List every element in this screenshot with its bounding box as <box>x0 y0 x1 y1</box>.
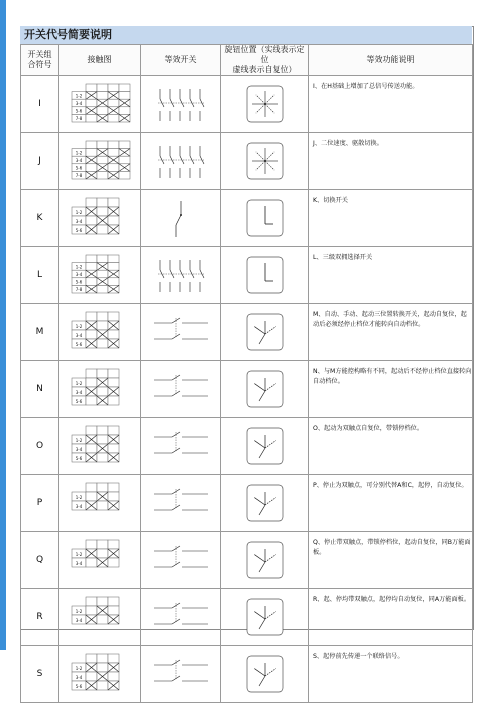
equivalent-switch-cell <box>141 76 221 133</box>
function-description: R、起、停均带双触点，起停均自动复位，同A万能面板。 <box>309 589 473 646</box>
knob-position-diagram <box>243 139 287 183</box>
row-code-text: I <box>38 99 41 109</box>
knob-position-cell <box>221 418 309 475</box>
row-code <box>21 418 59 475</box>
table-row <box>21 361 473 418</box>
contact-diagram <box>60 422 140 470</box>
equivalent-switch-diagram <box>146 594 216 640</box>
svg-text:5-6: 5-6 <box>75 455 82 461</box>
function-description: M、自动、手动、起动三位置转换开关，起动自复位，起动后必须经停止档位才能转向自动档位。 <box>309 304 473 361</box>
knob-position-diagram <box>243 367 287 411</box>
svg-text:7-8: 7-8 <box>75 287 82 293</box>
equivalent-switch-cell <box>141 304 221 361</box>
function-description: O、起动为双触点自复位，带锁停档位。 <box>309 418 473 475</box>
header-equiv-text: 等效开关 <box>164 55 197 64</box>
table-row <box>21 76 473 133</box>
contact-diagram <box>60 479 140 527</box>
svg-text:1-2: 1-2 <box>75 551 82 557</box>
row-code-text: S <box>36 669 43 679</box>
svg-text:5-6: 5-6 <box>75 227 82 233</box>
knob-position-diagram <box>243 595 287 639</box>
svg-text:1-2: 1-2 <box>75 494 82 500</box>
knob-position-diagram <box>243 481 287 525</box>
table-row <box>21 133 473 190</box>
contact-diagram <box>60 365 140 413</box>
knob-position-cell <box>221 76 309 133</box>
row-code <box>21 190 59 247</box>
svg-text:3-4: 3-4 <box>75 100 82 106</box>
contact-diagram <box>60 80 140 128</box>
row-code-text: P <box>36 498 43 508</box>
function-description: N、与M方能控构略有不同，起动后不经停止档位直接转向自动档位。 <box>309 361 473 418</box>
header-code <box>21 45 59 76</box>
equivalent-switch-diagram <box>146 252 216 298</box>
knob-position-diagram <box>243 538 287 582</box>
svg-text:1-2: 1-2 <box>75 323 82 329</box>
contact-diagram-cell <box>59 304 141 361</box>
row-code-text: J <box>38 156 41 166</box>
table-row <box>21 304 473 361</box>
svg-text:5-6: 5-6 <box>75 165 82 171</box>
knob-position-cell <box>221 361 309 418</box>
contact-diagram <box>60 650 140 698</box>
function-description: S、起停前先传递一个联络信号。 <box>309 646 473 703</box>
contact-diagram-cell <box>59 247 141 304</box>
knob-position-diagram <box>243 196 287 240</box>
header-knob-text: 旋钮位置（实线表示定位 虚线表示自复位） <box>224 45 305 74</box>
contact-diagram <box>60 137 140 185</box>
function-description: K、切换开关 <box>309 190 473 247</box>
table-row <box>21 646 473 703</box>
row-code-text: K <box>36 213 43 223</box>
row-code-text: N <box>36 384 43 394</box>
svg-text:3-4: 3-4 <box>75 446 82 452</box>
row-code <box>21 532 59 589</box>
page-edge-bar <box>0 0 6 650</box>
knob-position-cell <box>221 475 309 532</box>
contact-diagram-cell <box>59 418 141 475</box>
svg-text:3-4: 3-4 <box>75 503 82 509</box>
svg-text:3-4: 3-4 <box>75 332 82 338</box>
function-description: J、二位速度、驱散切换。 <box>309 133 473 190</box>
contact-diagram-cell <box>59 589 141 646</box>
row-code <box>21 589 59 646</box>
function-description: L、三级双拥选择开关 <box>309 247 473 304</box>
equivalent-switch-cell <box>141 589 221 646</box>
svg-text:3-4: 3-4 <box>75 271 82 277</box>
svg-text:1-2: 1-2 <box>75 437 82 443</box>
svg-text:7-8: 7-8 <box>75 116 82 122</box>
equivalent-switch-cell <box>141 133 221 190</box>
svg-text:3-4: 3-4 <box>75 389 82 395</box>
table-row <box>21 418 473 475</box>
row-code-text: O <box>35 441 44 451</box>
equivalent-switch-cell <box>141 190 221 247</box>
header-row <box>21 45 473 76</box>
svg-text:3-4: 3-4 <box>75 617 82 623</box>
svg-text:3-4: 3-4 <box>75 157 82 163</box>
svg-text:5-6: 5-6 <box>75 341 82 347</box>
svg-text:3-4: 3-4 <box>75 674 82 680</box>
header-contact <box>59 45 141 76</box>
table-title: 开关代号简要说明 <box>20 26 472 44</box>
equivalent-switch-diagram <box>146 651 216 697</box>
contact-diagram <box>60 536 140 584</box>
svg-text:1-2: 1-2 <box>75 209 82 215</box>
equivalent-switch-diagram <box>146 138 216 184</box>
svg-text:5-6: 5-6 <box>75 108 82 114</box>
table-row <box>21 589 473 646</box>
contact-diagram-cell <box>59 190 141 247</box>
header-knob <box>221 45 309 76</box>
svg-text:5-6: 5-6 <box>75 398 82 404</box>
equivalent-switch-diagram <box>146 195 216 241</box>
knob-position-diagram <box>243 310 287 354</box>
knob-position-cell <box>221 646 309 703</box>
knob-position-cell <box>221 304 309 361</box>
knob-position-diagram <box>243 652 287 696</box>
header-code-text: 开关组 合符号 <box>27 50 52 69</box>
equivalent-switch-cell <box>141 532 221 589</box>
svg-text:5-6: 5-6 <box>75 683 82 689</box>
equivalent-switch-cell <box>141 361 221 418</box>
equivalent-switch-cell <box>141 646 221 703</box>
function-description: I、在H基础上增加了总信号传送功能。 <box>309 76 473 133</box>
equivalent-switch-diagram <box>146 309 216 355</box>
row-code <box>21 475 59 532</box>
knob-position-diagram <box>243 424 287 468</box>
svg-text:1-2: 1-2 <box>75 150 82 156</box>
equivalent-switch-cell <box>141 475 221 532</box>
table-row <box>21 532 473 589</box>
contact-diagram-cell <box>59 532 141 589</box>
header-func-text: 等效功能说明 <box>366 55 415 64</box>
svg-text:3-4: 3-4 <box>75 560 82 566</box>
row-code-text: M <box>35 327 44 337</box>
row-code <box>21 646 59 703</box>
equivalent-switch-diagram <box>146 537 216 583</box>
row-code-text: Q <box>35 555 44 565</box>
header-contact-text: 接触图 <box>87 55 112 64</box>
svg-text:1-2: 1-2 <box>75 665 82 671</box>
knob-position-cell <box>221 190 309 247</box>
knob-position-cell <box>221 133 309 190</box>
svg-text:5-6: 5-6 <box>75 279 82 285</box>
svg-text:1-2: 1-2 <box>75 93 82 99</box>
table-row <box>21 475 473 532</box>
table-row <box>21 247 473 304</box>
row-code <box>21 247 59 304</box>
contact-diagram-cell <box>59 133 141 190</box>
contact-diagram <box>60 251 140 299</box>
row-code <box>21 133 59 190</box>
equivalent-switch-diagram <box>146 366 216 412</box>
row-code <box>21 361 59 418</box>
row-code <box>21 76 59 133</box>
contact-diagram-cell <box>59 475 141 532</box>
switch-code-table <box>20 44 473 703</box>
svg-text:1-2: 1-2 <box>75 380 82 386</box>
equivalent-switch-diagram <box>146 480 216 526</box>
row-code-text: L <box>36 270 42 280</box>
knob-position-cell <box>221 532 309 589</box>
svg-text:3-4: 3-4 <box>75 218 82 224</box>
contact-diagram <box>60 308 140 356</box>
equivalent-switch-diagram <box>146 423 216 469</box>
row-code-text: R <box>36 612 43 622</box>
svg-text:7-8: 7-8 <box>75 173 82 179</box>
contact-diagram <box>60 593 140 641</box>
equivalent-switch-cell <box>141 418 221 475</box>
header-func <box>309 45 473 76</box>
contact-diagram <box>60 194 140 242</box>
function-description: Q、停止带双触点，带锁停档位，起动自复位，同B万能面板。 <box>309 532 473 589</box>
knob-position-diagram <box>243 82 287 126</box>
contact-diagram-cell <box>59 646 141 703</box>
equivalent-switch-cell <box>141 247 221 304</box>
header-equiv <box>141 45 221 76</box>
svg-text:1-2: 1-2 <box>75 608 82 614</box>
contact-diagram-cell <box>59 76 141 133</box>
table-row <box>21 190 473 247</box>
knob-position-cell <box>221 247 309 304</box>
contact-diagram-cell <box>59 361 141 418</box>
equivalent-switch-diagram <box>146 81 216 127</box>
row-code <box>21 304 59 361</box>
knob-position-cell <box>221 589 309 646</box>
knob-position-diagram <box>243 253 287 297</box>
svg-text:1-2: 1-2 <box>75 264 82 270</box>
function-description: P、停止为双触点，可分别代替A和C，起停，自动复位。 <box>309 475 473 532</box>
